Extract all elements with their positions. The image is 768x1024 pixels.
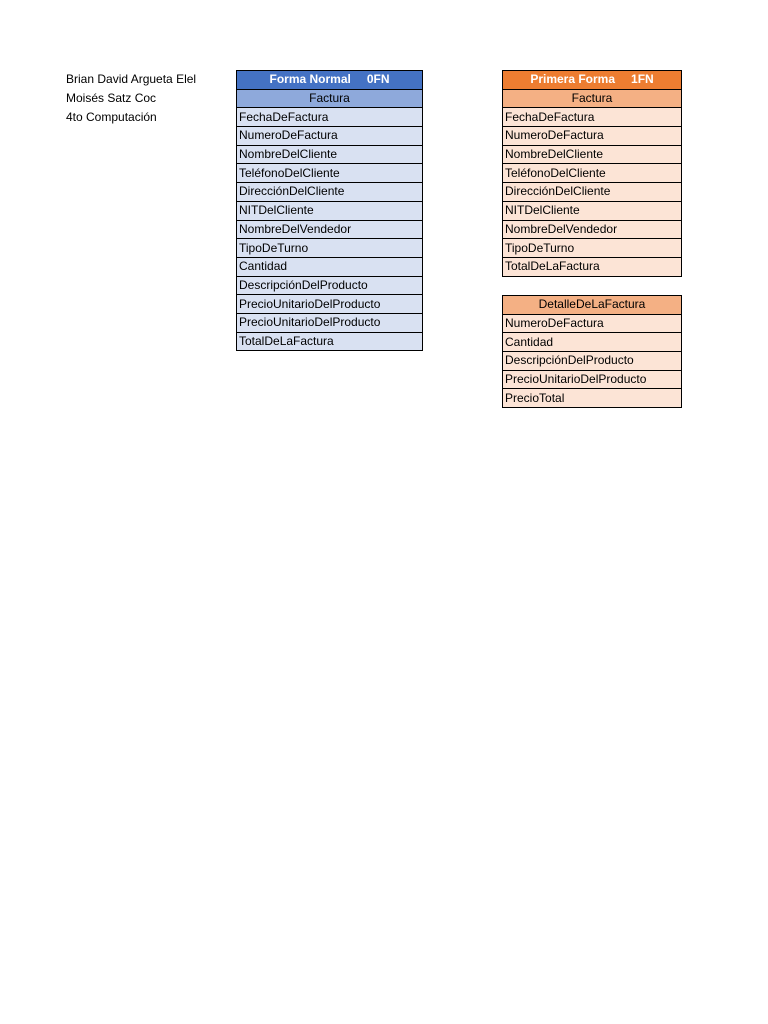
table-row	[237, 257, 423, 276]
table-row	[503, 145, 682, 164]
course-label: 4to Computación	[66, 110, 157, 124]
table-row	[237, 108, 423, 127]
table-row	[503, 333, 682, 352]
field-cell: TeléfonoDelCliente	[503, 164, 682, 183]
table-row	[237, 145, 423, 164]
field-cell: DescripciónDelProducto	[503, 352, 682, 371]
field-cell: Cantidad	[503, 333, 682, 352]
table-row	[237, 276, 423, 295]
table-row	[237, 295, 423, 314]
field-cell: TeléfonoDelCliente	[237, 164, 423, 183]
table-row	[503, 257, 682, 276]
forma-normal-header-row	[237, 71, 423, 90]
primera-forma-title: Primera Forma	[530, 72, 616, 87]
primera-forma-table-name: Factura	[503, 89, 682, 108]
detalle-table-name-row	[503, 296, 682, 315]
field-cell: TotalDeLaFactura	[503, 257, 682, 276]
table-row	[503, 370, 682, 389]
field-cell: PrecioUnitarioDelProducto	[503, 370, 682, 389]
detalle-table-name: DetalleDeLaFactura	[503, 296, 682, 315]
table-row	[237, 220, 423, 239]
primera-forma-table	[502, 70, 682, 277]
field-cell: TipoDeTurno	[237, 239, 423, 258]
field-cell: NITDelCliente	[237, 201, 423, 220]
field-cell: NumeroDeFactura	[503, 314, 682, 333]
field-cell: DirecciónDelCliente	[503, 183, 682, 202]
forma-normal-table-name-row	[237, 89, 423, 108]
table-row	[503, 352, 682, 371]
field-cell: NombreDelVendedor	[503, 220, 682, 239]
field-cell: PrecioUnitarioDelProducto	[237, 295, 423, 314]
forma-normal-header-cell	[237, 71, 423, 90]
field-cell: FechaDeFactura	[503, 108, 682, 127]
forma-normal-table	[236, 70, 423, 351]
table-row	[503, 183, 682, 202]
table-row	[503, 239, 682, 258]
field-cell: DescripciónDelProducto	[237, 276, 423, 295]
forma-normal-title: Forma Normal	[269, 72, 351, 87]
field-cell: NombreDelVendedor	[237, 220, 423, 239]
author-name-2: Moisés Satz Coc	[66, 91, 157, 105]
field-cell: NombreDelCliente	[503, 145, 682, 164]
field-cell: NumeroDeFactura	[503, 127, 682, 146]
detalle-factura-table	[502, 295, 682, 408]
forma-normal-tag: 0FN	[366, 72, 390, 87]
table-row	[237, 183, 423, 202]
primera-forma-table-name-row	[503, 89, 682, 108]
field-cell: PrecioTotal	[503, 389, 682, 408]
field-cell: TotalDeLaFactura	[237, 332, 423, 351]
field-cell: NITDelCliente	[503, 201, 682, 220]
table-row	[503, 164, 682, 183]
table-row	[503, 314, 682, 333]
author-name-1: Brian David Argueta Elel	[66, 72, 197, 86]
field-cell: PrecioUnitarioDelProducto	[237, 313, 423, 332]
primera-forma-tag: 1FN	[631, 72, 654, 87]
field-cell: DirecciónDelCliente	[237, 183, 423, 202]
field-cell: NumeroDeFactura	[237, 127, 423, 146]
field-cell: FechaDeFactura	[237, 108, 423, 127]
table-row	[237, 332, 423, 351]
table-row	[503, 127, 682, 146]
table-row	[237, 239, 423, 258]
authors-block	[66, 70, 196, 127]
table-row	[503, 389, 682, 408]
primera-forma-header-row	[503, 71, 682, 90]
table-row	[503, 108, 682, 127]
field-cell: NombreDelCliente	[237, 145, 423, 164]
table-row	[237, 164, 423, 183]
field-cell: Cantidad	[237, 257, 423, 276]
table-row	[237, 127, 423, 146]
table-row	[503, 220, 682, 239]
field-cell: TipoDeTurno	[503, 239, 682, 258]
table-row	[503, 201, 682, 220]
table-row	[237, 201, 423, 220]
table-row	[237, 313, 423, 332]
forma-normal-table-name: Factura	[237, 89, 423, 108]
primera-forma-header-cell	[503, 71, 682, 90]
